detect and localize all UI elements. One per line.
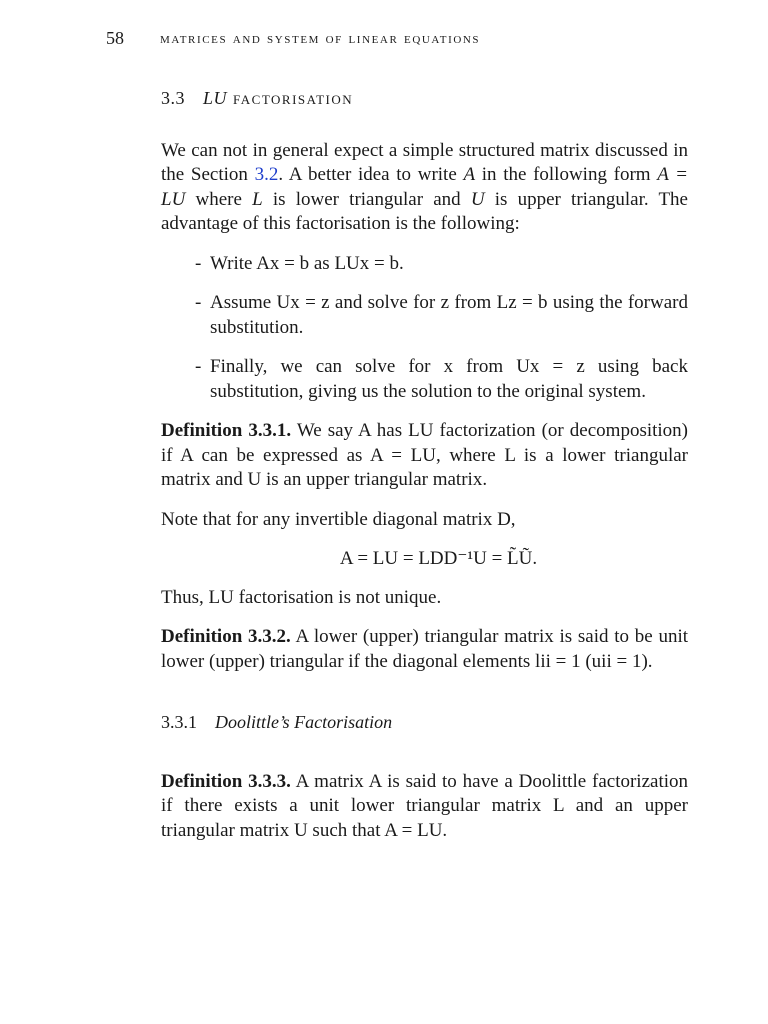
thus-paragraph: Thus, LU factorisation is not unique. [161, 586, 442, 608]
definition-label: Definition 3.3.3. [161, 770, 291, 792]
section-heading [161, 86, 688, 111]
intro-paragraph: We can not in general expect a simple structured matrix discussed in the Section 3.2. A better idea to write A in the following form A = LU where L is lower triangular and U is upper triangular. The advantage of this factorisation is the following: [161, 139, 689, 234]
section-ref-link[interactable]: 3.2 [254, 164, 279, 185]
list-item: - Write Ax = b as LUx = b. [195, 252, 688, 277]
page-number: 58 [106, 28, 124, 48]
definition-label: Definition 3.3.1. [161, 420, 292, 441]
display-equation: A = LU = LDD⁻¹U = L̃Ũ. [339, 548, 538, 569]
definition-3-3-2 [161, 625, 688, 674]
subsection-number: 3.3.1 [161, 712, 197, 732]
definition-3-3-1 [161, 419, 688, 493]
definition-text: A matrix A is said to have a Doolittle factorization if there exists a unit lower triangular matrix L and an upper triangular matrix U such that A = LU. [161, 770, 689, 841]
subsection-heading [161, 710, 688, 735]
definition-3-3-3 [161, 770, 688, 844]
section-title-italic: LU [203, 88, 228, 108]
section-number: 3.3 [161, 88, 185, 108]
section-title-rest: factorisation [233, 88, 354, 108]
list-item: - Finally, we can solve for x from Ux = z using back substitution, giving us the solution to the original system. [195, 355, 688, 404]
note-paragraph: Note that for any invertible diagonal matrix D, [161, 508, 516, 530]
definition-text: We say A has LU factorization (or decomposition) if A can be expressed as A = LU, where L is a lower triangular matrix and U is an upper triangular matrix. [161, 420, 688, 490]
running-title: matrices and system of linear equations [160, 30, 481, 47]
definition-label: Definition 3.3.2. [161, 626, 291, 647]
step-list [195, 252, 688, 405]
subsection-title: Doolittle’s Factorisation [215, 712, 393, 732]
definition-text: A lower (upper) triangular matrix is said to be unit lower (upper) triangular if the diagonal elements lii = 1 (uii = 1). [161, 626, 689, 672]
page-content [161, 86, 688, 858]
list-item: - Assume Ux = z and solve for z from Lz = b using the forward substitution. [195, 291, 688, 340]
